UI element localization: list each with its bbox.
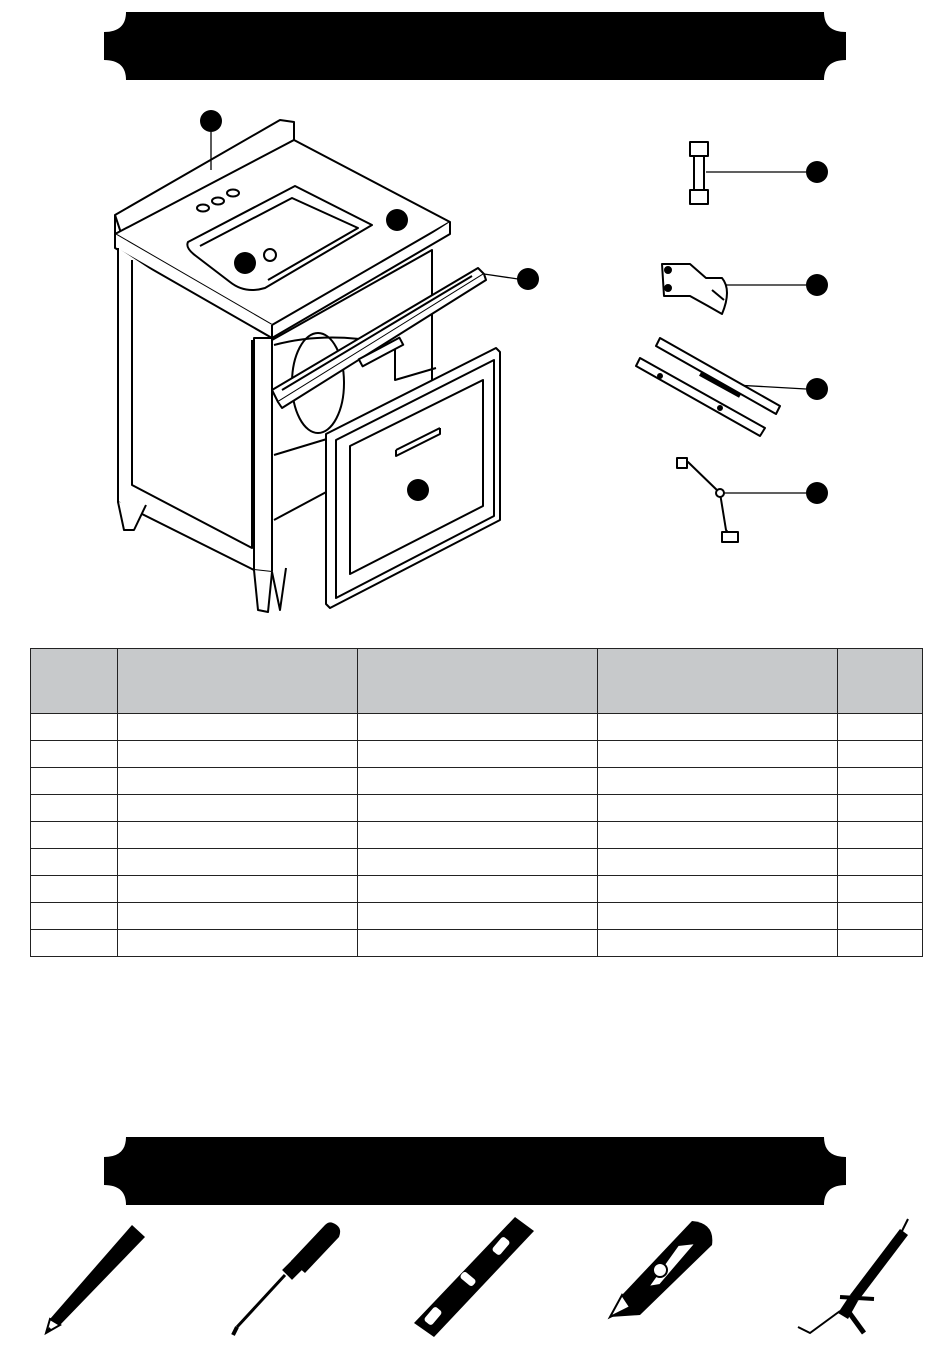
parts-table-header	[31, 649, 923, 714]
table-row	[31, 849, 923, 876]
header-cell	[838, 649, 923, 714]
table-row	[31, 876, 923, 903]
table-cell	[31, 795, 118, 822]
table-cell	[31, 849, 118, 876]
screwdriver-icon	[225, 1215, 350, 1340]
table-cell	[838, 741, 923, 768]
table-cell	[118, 768, 358, 795]
drawer-slides	[636, 338, 780, 436]
table-cell	[118, 876, 358, 903]
table-cell	[31, 768, 118, 795]
table-cell	[31, 876, 118, 903]
hinge	[662, 264, 727, 314]
table-cell	[31, 822, 118, 849]
header-cell	[358, 649, 598, 714]
table-cell	[598, 849, 838, 876]
table-cell	[598, 903, 838, 930]
table-cell	[118, 903, 358, 930]
table-cell	[838, 714, 923, 741]
table-cell	[838, 903, 923, 930]
table-cell	[838, 822, 923, 849]
table-cell	[118, 930, 358, 957]
table-cell	[358, 714, 598, 741]
table-cell	[598, 741, 838, 768]
table-cell	[118, 795, 358, 822]
table-cell	[31, 741, 118, 768]
table-cell	[358, 822, 598, 849]
table-cell	[31, 930, 118, 957]
table-cell	[598, 768, 838, 795]
header-cell	[31, 649, 118, 714]
table-cell	[118, 741, 358, 768]
table-cell	[358, 795, 598, 822]
door-handle	[690, 142, 708, 204]
table-row	[31, 714, 923, 741]
table-row	[31, 768, 923, 795]
section-banner-top	[104, 12, 846, 80]
table-row	[31, 795, 923, 822]
vanity-illustration	[0, 100, 950, 630]
table-cell	[118, 714, 358, 741]
table-cell	[838, 849, 923, 876]
section-banner-bottom	[104, 1137, 846, 1205]
table-cell	[598, 930, 838, 957]
table-cell	[358, 768, 598, 795]
table-row	[31, 930, 923, 957]
table-cell	[31, 714, 118, 741]
table-row	[31, 903, 923, 930]
utility-knife-icon	[600, 1215, 725, 1340]
table-cell	[358, 876, 598, 903]
header-cell	[118, 649, 358, 714]
level-icon	[410, 1215, 540, 1340]
table-row	[31, 741, 923, 768]
table-cell	[118, 849, 358, 876]
table-cell	[598, 714, 838, 741]
table-cell	[598, 822, 838, 849]
parts-table	[30, 648, 923, 957]
table-cell	[838, 930, 923, 957]
table-cell	[598, 876, 838, 903]
table-cell	[838, 876, 923, 903]
table-cell	[838, 795, 923, 822]
pencil-icon	[40, 1215, 160, 1340]
table-cell	[838, 768, 923, 795]
table-cell	[358, 849, 598, 876]
drawer	[326, 348, 500, 608]
caulk-gun-icon	[790, 1215, 920, 1345]
table-cell	[598, 795, 838, 822]
header-cell	[598, 649, 838, 714]
table-cell	[358, 903, 598, 930]
table-row	[31, 822, 923, 849]
table-cell	[358, 741, 598, 768]
tools-row	[0, 1215, 950, 1350]
table-cell	[118, 822, 358, 849]
table-cell	[31, 903, 118, 930]
door-stay	[677, 458, 738, 542]
table-cell	[358, 930, 598, 957]
